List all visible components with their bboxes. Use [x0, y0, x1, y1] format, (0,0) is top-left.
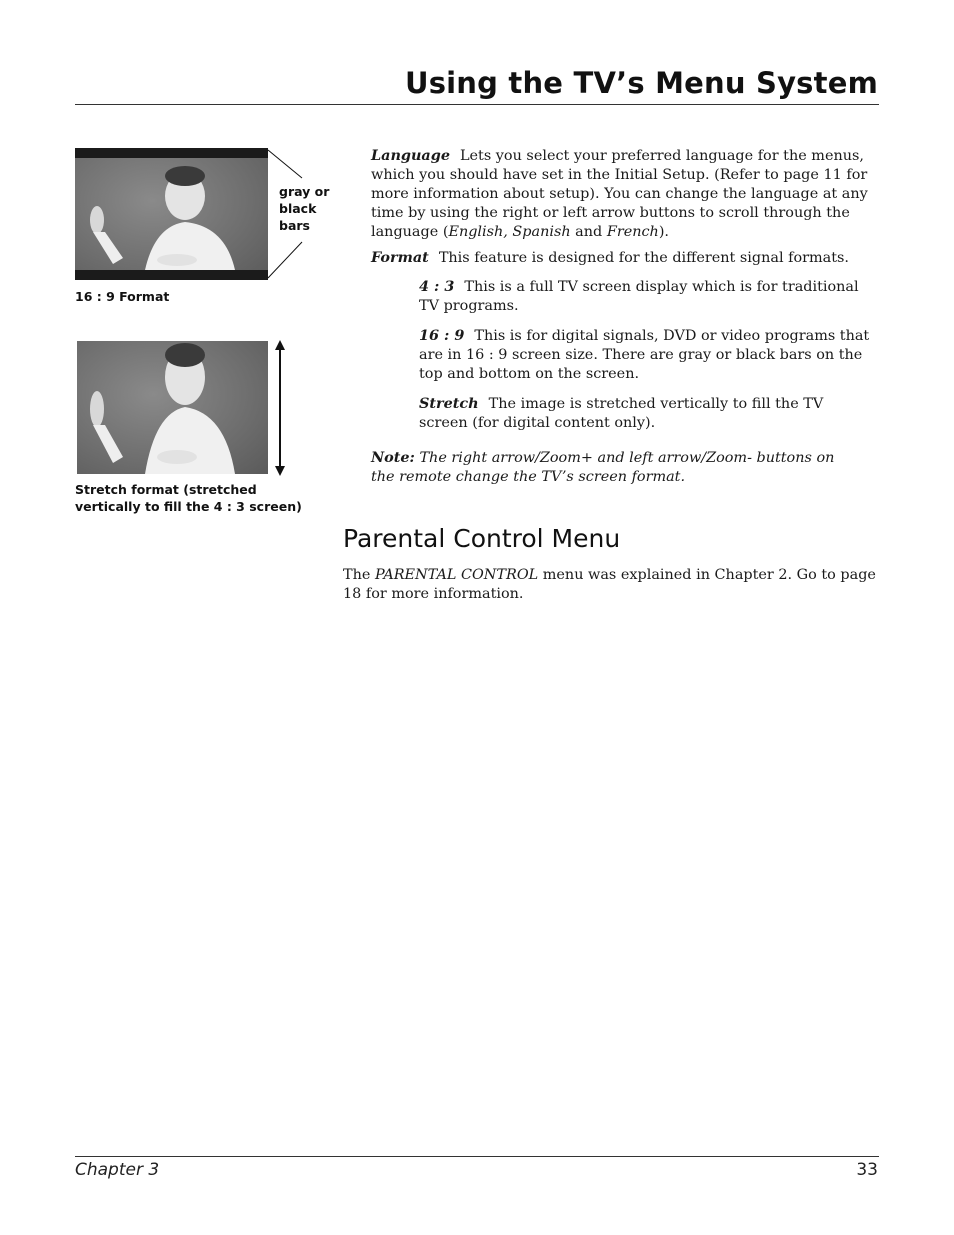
callout-gray-black-bars: gray or black bars — [279, 184, 330, 233]
header-rule — [75, 104, 879, 105]
caption-stretch: Stretch format (stretched vertically to fill the 4 : 3 screen) — [75, 482, 302, 514]
note-label: Note: — [371, 449, 415, 466]
format-16-9: 16 : 9 This is for digital signals, DVD or video programs that are in 16 : 9 screen size. There are gray or black bars on the top and bottom on the screen. — [419, 327, 870, 382]
format-stretch: Stretch The image is stretched vertically to fill the TV screen (for digital content only). — [419, 395, 824, 431]
format-paragraph: Format This feature is designed for the different signal formats. — [371, 249, 849, 266]
figure-stretch — [77, 341, 268, 474]
page-title: Using the TV’s Menu System — [404, 66, 878, 100]
caption-16-9: 16 : 9 Format — [75, 289, 170, 304]
parental-paragraph: The PARENTAL CONTROL menu was explained in Chapter 2. Go to page 18 for more information. — [343, 567, 876, 602]
note-paragraph: Note: The right arrow/Zoom+ and left arrow/Zoom- buttons on the remote change the TV’s screen format. — [371, 449, 835, 485]
figure-16-9 — [75, 148, 268, 280]
language-term: Language — [371, 147, 450, 164]
section-heading-parental-control: Parental Control Menu — [343, 524, 621, 553]
footer-rule — [75, 1156, 879, 1157]
vertical-stretch-arrow — [273, 340, 287, 476]
format-term: Format — [371, 249, 429, 266]
boy-silhouette-stretched — [77, 341, 268, 474]
footer-chapter: Chapter 3 — [75, 1160, 160, 1180]
boy-silhouette — [75, 148, 268, 280]
language-paragraph: Language Lets you select your preferred language for the menus, which you should have set in the Initial Setup. (Refer to page 11 for more information about setup). You can change the language at any time by using the right or left arrow buttons to scroll through the language (English, Spanish and French). — [371, 147, 868, 240]
format-4-3: 4 : 3 This is a full TV screen display which is for traditional TV programs. — [419, 278, 859, 314]
photo-boy-16-9 — [75, 148, 268, 280]
footer-page-number: 33 — [856, 1160, 878, 1180]
photo-boy-stretch — [77, 341, 268, 474]
